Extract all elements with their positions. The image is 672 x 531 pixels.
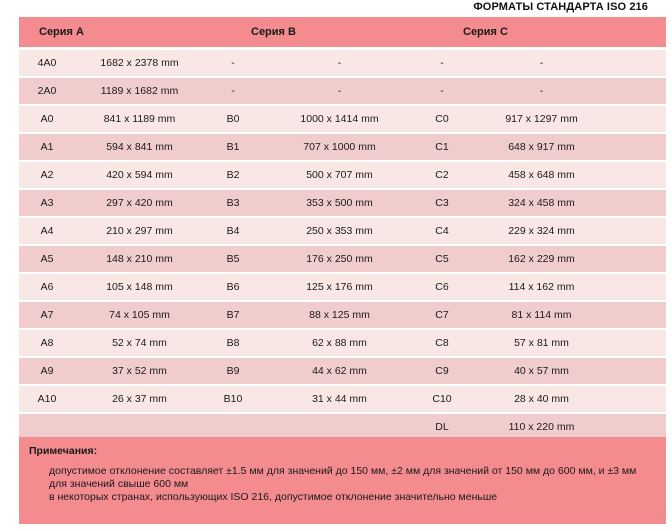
- cell-a-size: 148 x 210 mm: [106, 253, 173, 265]
- cell-b-code: B8: [226, 337, 240, 349]
- cell-b-code: B5: [226, 253, 240, 265]
- cell-a-code: A6: [40, 281, 54, 293]
- cell-c-code: C10: [432, 393, 452, 405]
- cell-c-size: 917 x 1297 mm: [505, 113, 578, 125]
- cell-b-code: B4: [226, 225, 240, 237]
- cell-b-size: 176 x 250 mm: [306, 253, 373, 265]
- note-item: допустимое отклонение составляет ±1.5 мм для значений до 150 мм, ±2 мм для значений от 150 мм до 600 мм, и ±3 мм для значений свыше 600 мм: [49, 465, 637, 490]
- cell-a-size: 74 x 105 mm: [109, 309, 170, 321]
- cell-c-code: -: [440, 57, 444, 69]
- cell-c-size: 57 x 81 mm: [514, 337, 569, 349]
- cell-b-size: -: [337, 85, 342, 97]
- cell-b-code: B3: [226, 197, 240, 209]
- table-row: [19, 106, 666, 132]
- cell-a-size: 52 x 74 mm: [112, 337, 167, 349]
- cell-b-code: B9: [226, 365, 240, 377]
- cell-b-code: B7: [226, 309, 240, 321]
- header-series-a: Серия A: [39, 26, 84, 38]
- cell-b-code: B1: [226, 141, 240, 153]
- cell-a-code: 4A0: [37, 57, 57, 69]
- header-series-c: Серия C: [463, 26, 508, 38]
- cell-c-code: C7: [435, 309, 449, 321]
- cell-b-code: B6: [226, 281, 240, 293]
- notes-title: Примечания:: [29, 445, 98, 457]
- cell-a-size: 594 x 841 mm: [106, 141, 173, 153]
- cell-a-size: 297 x 420 mm: [106, 197, 173, 209]
- cell-c-code: C9: [435, 365, 449, 377]
- cell-a-size: 841 x 1189 mm: [103, 113, 176, 125]
- table-row: [19, 190, 666, 216]
- page-title: ФОРМАТЫ СТАНДАРТА ISO 216: [473, 1, 648, 13]
- cell-c-size: 40 x 57 mm: [514, 365, 569, 377]
- cell-c-size: 229 x 324 mm: [508, 225, 575, 237]
- cell-b-code: B10: [223, 393, 243, 405]
- cell-c-size: 114 x 162 mm: [508, 281, 575, 293]
- cell-c-size: 81 x 114 mm: [511, 309, 572, 321]
- cell-c-code: C3: [435, 197, 449, 209]
- table-row: [19, 246, 666, 272]
- formats-table: [19, 17, 666, 442]
- cell-a-code: A2: [40, 169, 54, 181]
- cell-b-size: 1000 x 1414 mm: [300, 113, 379, 125]
- cell-c-size: 324 x 458 mm: [508, 197, 575, 209]
- cell-c-size: 110 x 220 mm: [508, 421, 575, 433]
- cell-a-code: A4: [40, 225, 54, 237]
- cell-a-code: A5: [40, 253, 54, 265]
- table-row: [19, 218, 666, 244]
- cell-a-code: A8: [40, 337, 54, 349]
- cell-a-size: 420 x 594 mm: [106, 169, 173, 181]
- cell-c-code: C4: [435, 225, 449, 237]
- cell-c-code: DL: [435, 421, 449, 433]
- notes-panel: [19, 437, 666, 524]
- cell-a-size: 105 x 148 mm: [106, 281, 173, 293]
- cell-a-size: 37 x 52 mm: [112, 365, 167, 377]
- cell-c-size: -: [539, 85, 544, 97]
- header-series-b: Серия B: [251, 26, 296, 38]
- cell-c-code: -: [440, 85, 444, 97]
- cell-a-code: A0: [40, 113, 54, 125]
- table-row: [19, 134, 666, 160]
- cell-b-size: 62 x 88 mm: [312, 337, 367, 349]
- cell-b-size: 44 x 62 mm: [312, 365, 367, 377]
- cell-a-code: 2A0: [37, 85, 57, 97]
- cell-c-code: C8: [435, 337, 449, 349]
- table-row: [19, 302, 666, 328]
- cell-b-code: -: [231, 85, 235, 97]
- table-row: [19, 78, 666, 104]
- cell-c-size: 458 x 648 mm: [508, 169, 575, 181]
- cell-b-size: 125 x 176 mm: [306, 281, 373, 293]
- cell-b-size: 500 x 707 mm: [306, 169, 373, 181]
- cell-b-size: -: [337, 57, 342, 69]
- table-row: [19, 386, 666, 412]
- cell-c-code: C5: [435, 253, 449, 265]
- cell-b-size: 88 x 125 mm: [309, 309, 370, 321]
- table-row: [19, 358, 666, 384]
- table-body: [19, 50, 666, 440]
- cell-a-code: A7: [40, 309, 54, 321]
- cell-a-size: 26 x 37 mm: [112, 393, 167, 405]
- cell-b-size: 707 x 1000 mm: [303, 141, 376, 153]
- cell-c-code: C6: [435, 281, 449, 293]
- cell-c-code: C1: [435, 141, 449, 153]
- cell-a-size: 210 x 297 mm: [106, 225, 173, 237]
- cell-c-size: 28 x 40 mm: [514, 393, 569, 405]
- cell-a-code: A1: [40, 141, 54, 153]
- cell-b-code: B2: [226, 169, 240, 181]
- cell-b-size: 250 x 353 mm: [306, 225, 373, 237]
- table-header-row: [19, 17, 666, 47]
- cell-b-code: B0: [226, 113, 240, 125]
- cell-b-size: 31 x 44 mm: [312, 393, 367, 405]
- cell-a-code: A9: [40, 365, 54, 377]
- table-row: [19, 330, 666, 356]
- cell-c-code: C2: [435, 169, 449, 181]
- note-item: в некоторых странах, использующих ISO 216, допустимое отклонение значительно меньше: [49, 491, 498, 503]
- table-row: [19, 50, 666, 76]
- table-row: [19, 162, 666, 188]
- cell-b-size: 353 x 500 mm: [306, 197, 373, 209]
- cell-a-code: A10: [37, 393, 57, 405]
- cell-b-code: -: [231, 57, 235, 69]
- cell-c-code: C0: [435, 113, 449, 125]
- cell-a-size: 1682 x 2378 mm: [100, 57, 179, 69]
- table-row: [19, 274, 666, 300]
- cell-a-size: 1189 x 1682 mm: [100, 85, 179, 97]
- cell-c-size: -: [539, 57, 544, 69]
- cell-c-size: 648 x 917 mm: [508, 141, 575, 153]
- cell-c-size: 162 x 229 mm: [508, 253, 575, 265]
- cell-a-code: A3: [40, 197, 54, 209]
